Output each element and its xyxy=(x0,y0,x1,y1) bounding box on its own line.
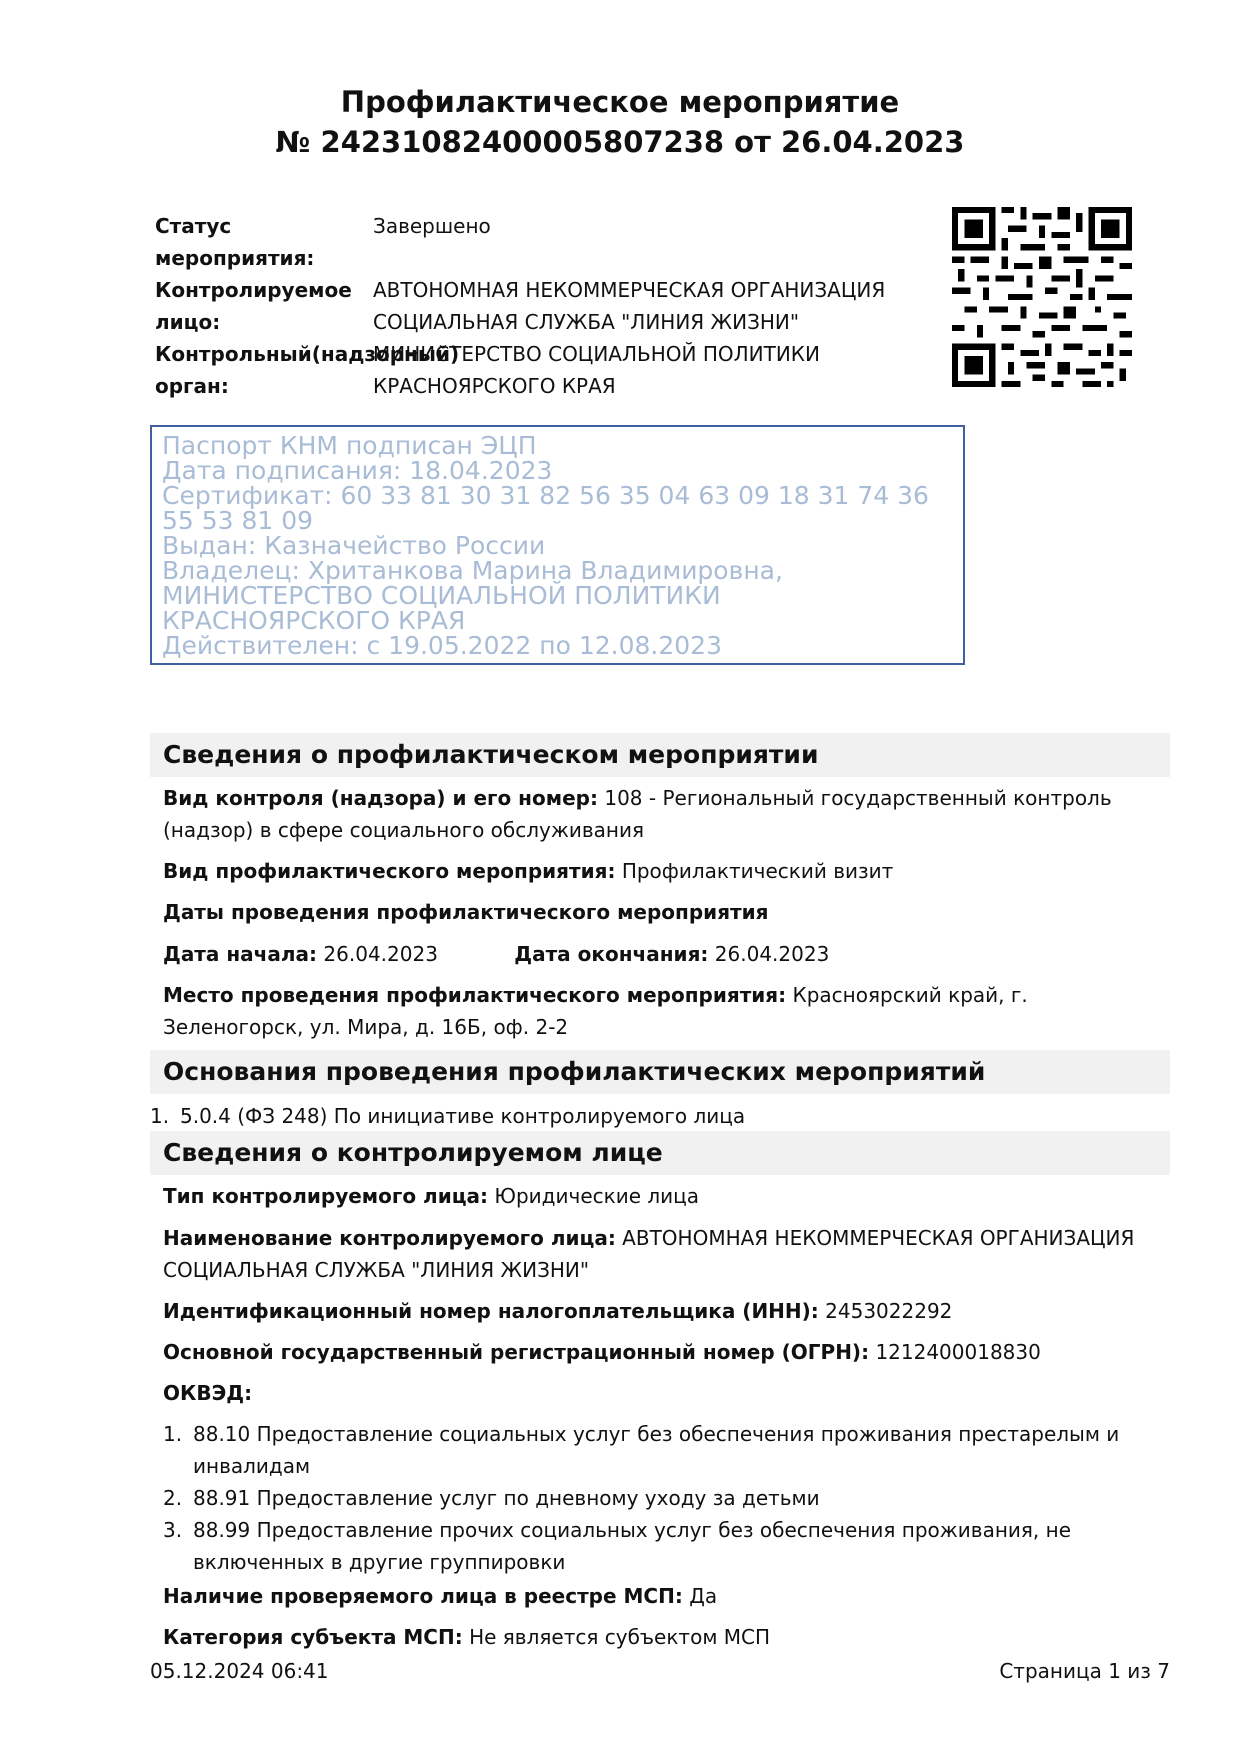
signature-line-2: Дата подписания: 18.04.2023 xyxy=(162,456,553,485)
list-item xyxy=(163,1482,1158,1514)
list-number: 3. xyxy=(163,1518,183,1542)
field-label: Вид профилактического мероприятия: xyxy=(163,859,616,883)
document-title xyxy=(0,82,1240,162)
field-dates-heading xyxy=(163,896,1158,928)
field-event-type xyxy=(163,855,1158,887)
field-label: Вид контроля (надзора) и его номер: xyxy=(163,786,598,810)
section-header-event-info: Сведения о профилактическом мероприятии xyxy=(150,733,1170,777)
signature-line-5: Владелец: Хританкова Марина Владимировна, МИНИСТЕРСТВО СОЦИАЛЬНОЙ ПОЛИТИКИ КРАСНОЯРСКОГО КРАЯ xyxy=(162,556,783,635)
signature-line-1: Паспорт КНМ подписан ЭЦП xyxy=(162,431,537,460)
field-value: 2453022292 xyxy=(825,1299,953,1323)
okved-list xyxy=(163,1418,1158,1578)
list-item xyxy=(150,1100,1145,1132)
field-value: 1212400018830 xyxy=(875,1340,1041,1364)
title-line-1: Профилактическое мероприятие xyxy=(340,85,900,119)
section-header-grounds: Основания проведения профилактических мероприятий xyxy=(150,1050,1170,1094)
list-number: 2. xyxy=(163,1486,183,1510)
list-text: 5.0.4 (ФЗ 248) По инициативе контролируемого лица xyxy=(180,1104,746,1128)
field-inn xyxy=(163,1295,1158,1327)
list-number: 1. xyxy=(163,1422,183,1446)
list-text: 88.91 Предоставление услуг по дневному уходу за детьми xyxy=(193,1486,820,1510)
field-label: Наименование контролируемого лица: xyxy=(163,1226,616,1250)
field-label: Тип контролируемого лица: xyxy=(163,1184,489,1208)
field-value: АВТОНОМНАЯ НЕКОММЕРЧЕСКАЯ ОРГАНИЗАЦИЯ СОЦИАЛЬНАЯ СЛУЖБА "ЛИНИЯ ЖИЗНИ" xyxy=(163,1226,1135,1282)
field-msp-registry xyxy=(163,1580,1158,1612)
field-value: Красноярский край, г. Зеленогорск, ул. Мира, д. 16Б, оф. 2-2 xyxy=(163,983,1028,1039)
field-label: Даты проведения профилактического мероприятия xyxy=(163,900,769,924)
list-text: 88.99 Предоставление прочих социальных услуг без обеспечения проживания, не включенных в другие группировки xyxy=(193,1518,1072,1574)
meta-row-authority xyxy=(155,338,915,402)
field-value: Профилактический визит xyxy=(621,859,894,883)
list-item xyxy=(163,1514,1158,1578)
field-dates xyxy=(163,938,1158,970)
field-label: Идентификационный номер налогоплательщика (ИНН): xyxy=(163,1299,819,1323)
meta-value: МИНИСТЕРСТВО СОЦИАЛЬНОЙ ПОЛИТИКИ КРАСНОЯРСКОГО КРАЯ xyxy=(373,342,820,398)
grounds-list xyxy=(150,1100,1145,1132)
start-date-value: 26.04.2023 xyxy=(323,942,438,966)
meta-block xyxy=(155,210,915,402)
field-value: Юридические лица xyxy=(494,1184,700,1208)
field-value: 108 - Региональный государственный контроль (надзор) в сфере социального обслуживания xyxy=(163,786,1112,842)
end-date-label: Дата окончания: xyxy=(514,942,709,966)
meta-row-status xyxy=(155,210,915,274)
meta-label: Контролируемое лицо: xyxy=(155,278,352,334)
footer-datetime: 05.12.2024 06:41 xyxy=(150,1659,329,1683)
end-date-value: 26.04.2023 xyxy=(714,942,830,966)
signature-line-4: Выдан: Казначейство России xyxy=(162,531,546,560)
signature-line-3: Сертификат: 60 33 81 30 31 82 56 35 04 63 09 18 31 74 36 55 53 81 09 xyxy=(162,481,929,535)
field-label: Наличие проверяемого лица в реестре МСП: xyxy=(163,1584,683,1608)
field-label: Основной государственный регистрационный номер (ОГРН): xyxy=(163,1340,870,1364)
section-header-controlled-entity: Сведения о контролируемом лице xyxy=(150,1131,1170,1175)
field-okved-heading xyxy=(163,1377,1158,1409)
meta-value: АВТОНОМНАЯ НЕКОММЕРЧЕСКАЯ ОРГАНИЗАЦИЯ СОЦИАЛЬНАЯ СЛУЖБА "ЛИНИЯ ЖИЗНИ" xyxy=(373,278,886,334)
list-item xyxy=(163,1418,1158,1482)
field-control-type xyxy=(163,782,1158,846)
field-value: Не является субъектом МСП xyxy=(469,1625,771,1649)
signature-stamp xyxy=(150,425,965,665)
title-line-2: № 24231082400005807238 от 26.04.2023 xyxy=(275,125,965,159)
field-entity-name xyxy=(163,1222,1158,1286)
field-place xyxy=(163,979,1158,1043)
meta-label: Статус мероприятия: xyxy=(155,214,315,270)
field-msp-category xyxy=(163,1621,1158,1653)
field-label: Категория субъекта МСП: xyxy=(163,1625,463,1649)
list-number: 1. xyxy=(150,1104,170,1128)
meta-row-controlled-entity xyxy=(155,274,915,338)
meta-value: Завершено xyxy=(373,214,491,238)
field-entity-type xyxy=(163,1180,1158,1212)
start-date-label: Дата начала: xyxy=(163,942,318,966)
qr-code-icon xyxy=(952,207,1132,387)
footer-page-number: Страница 1 из 7 xyxy=(999,1659,1170,1683)
signature-line-6: Действителен: с 19.05.2022 по 12.08.2023 xyxy=(162,631,722,660)
field-label: Место проведения профилактического мероприятия: xyxy=(163,983,787,1007)
list-text: 88.10 Предоставление социальных услуг без обеспечения проживания престарелым и инвалидам xyxy=(193,1422,1120,1478)
field-label: ОКВЭД: xyxy=(163,1381,253,1405)
meta-label: Контрольный(надзорный) орган: xyxy=(155,342,460,398)
field-ogrn xyxy=(163,1336,1158,1368)
field-value: Да xyxy=(689,1584,718,1608)
